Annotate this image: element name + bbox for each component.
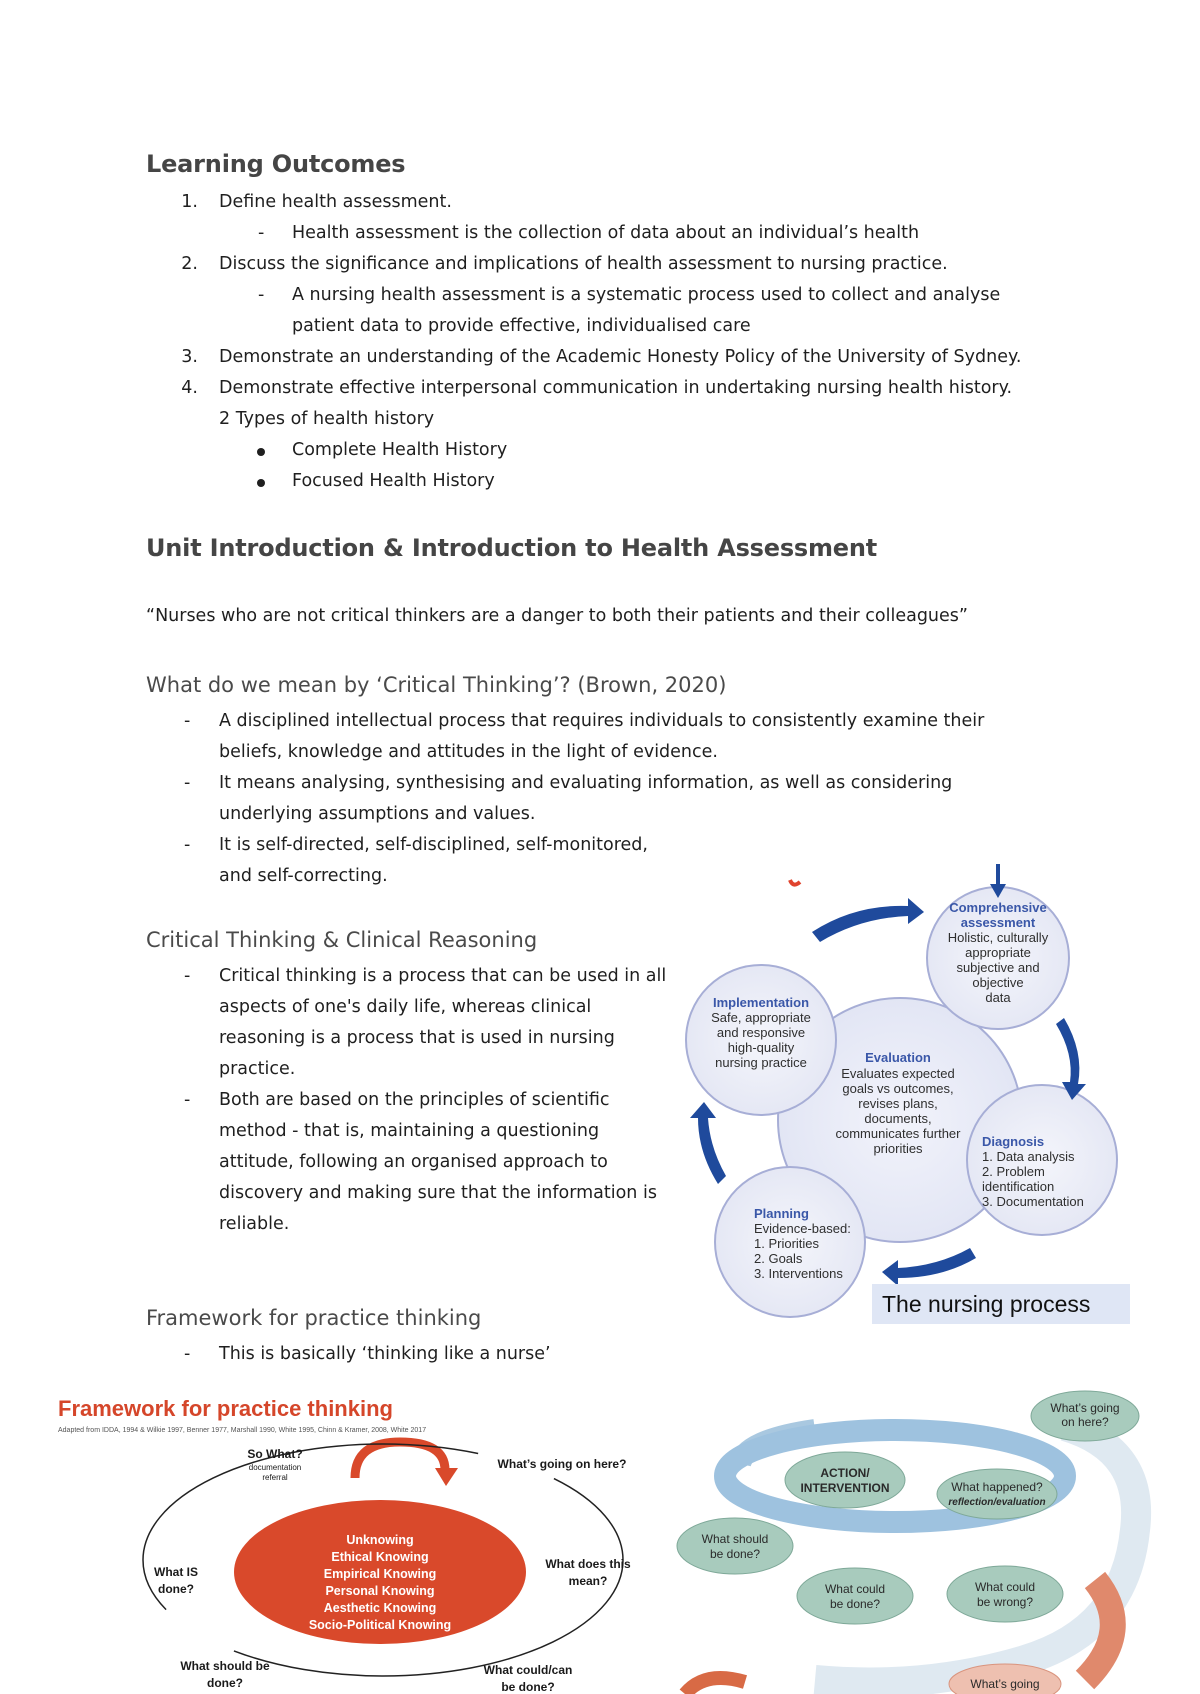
framework-heading: Framework for practice thinking: [146, 1306, 482, 1330]
diagnosis-line: Diagnosis: [982, 1134, 1045, 1149]
knowing-line: Empirical Knowing: [323, 1567, 437, 1581]
cycle-could-wrong-line: What could: [974, 1580, 1036, 1594]
document-page: Learning Outcomes 1. Define health assessment. - Health assessment is the collection of data about an individual’s health 2. Discuss the significance and implications of health assessment to nursing practice. - A nursing health assessment is a systematic process used to collect and analyse patient data to provide effective, individualised care 3. Demonstrate an understanding of the Academic Honesty Policy of the University of Sydney. 4. Demonstrate effective interpersonal communication in undertaking nursing health history. 2 Types of health history Complete Health History Focused Health History Unit Introduction & Introduction to Health Assessment “Nurses who are not critical thinkers are a danger to both their patients and their colleagues” What do we mean by ‘Critical Thinking’? (Brown, 2020) - A disciplined intellectual process that requires individuals to consistently examine their beliefs, knowledge and attitudes in the light of evidence. - It means analysing, synthesising and evaluating information, as well as considering underlying assumptions and values. - It is self-directed, self-disciplined, self-monitored, and self-correcting. Critical Thinking & Clinical Reasoning - Critical thinking is a process that can be used in all aspects of one's daily life, whereas clinical reasoning is a process that is used in nursing practice. - Both are based on the principles of scientific method - that is, maintaining a questioning attitude, following an organised approach to discovery and making sure that the information is reliable. Framework for practice thinking - This is basically ‘thinking like a nurse’ Evaluation Evaluates expected goals vs outcomes, revises plans, documents, communicates further priorities Comprehensive assessment Holistic, culturally appropriate subjective and objective data Implementation Safe, appropriate and responsive high-quality nursing practice Diagnosis 1. Data analysis 2. Problem identification 3. Documentation Planning Evidence-based: 1. Priorities 2. Goals 3. Interventions The nursing process Framework for practice thinking Adapted from IDDA, 1994 & Wilkie 1997, Benner 1977, Marshall 1990, White 1995, Chinn & Kramer, 2008, White 2017 So What? documentation referral What’s going on here? What IS done? What does this mean? What should be done? What could/can be done? Unknowing Ethical Knowing Empirical Knowing Personal Knowing Aesthetic Knowing Socio-Political Knowing What’s going on here? ACTION/ INTERVENTION What happened? reflection/evaluation What should be done? What could be done? What could be wrong? What’s going: [0, 0, 1200, 1694]
diagnosis-line: 3. Documentation: [982, 1194, 1084, 1209]
arrow-left-icon: [882, 1248, 976, 1286]
health-history-types-label: 2 Types of health history: [219, 409, 435, 429]
implementation-line: and responsive: [716, 1025, 806, 1040]
cycle-going-bottom-line: What’s going: [970, 1677, 1040, 1691]
critical-thinking-bullet-2-cont: underlying assumptions and values.: [219, 804, 536, 824]
cropped-red-mark: [790, 880, 800, 885]
clinical-reasoning-bullet-2-line2: method - that is, maintaining a questioning: [219, 1121, 600, 1141]
cycle-could-wrong-line: be wrong?: [976, 1595, 1034, 1609]
cycle-could-done-line: What could: [824, 1582, 886, 1596]
cycle-action-line: INTERVENTION: [800, 1481, 890, 1495]
comprehensive-line: subjective and: [956, 960, 1040, 975]
what-is-line: What IS: [154, 1565, 198, 1579]
evaluation-line: documents,: [864, 1111, 932, 1126]
cycle-action-line: ACTION/: [820, 1466, 870, 1480]
so-what-sub: [249, 1463, 301, 1482]
arrow-up-icon: [690, 1102, 726, 1184]
evaluation-line: Evaluates expected: [841, 1066, 955, 1081]
knowing-line: Unknowing: [346, 1533, 414, 1547]
implementation-line: nursing practice: [715, 1055, 807, 1070]
node-could-done: [797, 1568, 913, 1624]
implementation-text: [711, 995, 811, 1070]
cycle-arrow-left-icon: [685, 1678, 745, 1694]
nursing-process-caption: The nursing process: [882, 1291, 1091, 1317]
planning-line: Evidence-based:: [754, 1221, 851, 1236]
evaluation-title: Evaluation: [865, 1050, 931, 1065]
clinical-reasoning-heading: Critical Thinking & Clinical Reasoning: [146, 928, 538, 952]
clinical-reasoning-bullet-1-line2: aspects of one's daily life, whereas clinical: [219, 997, 592, 1017]
does-mean-line: What does this: [545, 1557, 631, 1571]
diagnosis-line: 2. Problem: [982, 1164, 1045, 1179]
what-could-can-label: [484, 1663, 573, 1694]
cycle-should-done-line: What should: [701, 1532, 769, 1546]
implementation-line: Safe, appropriate: [711, 1010, 811, 1025]
bullet-dot-icon: [257, 448, 265, 456]
clinical-reasoning-bullet-2-line5: reliable.: [219, 1214, 290, 1234]
knowing-line: Ethical Knowing: [331, 1550, 429, 1564]
could-can-line: be done?: [501, 1680, 555, 1694]
so-what-label: So What?: [247, 1447, 303, 1461]
planning-line: 1. Priorities: [754, 1236, 820, 1251]
so-what-sub-line: documentation: [248, 1463, 302, 1472]
whats-going-on-label: What’s going on here?: [497, 1457, 627, 1471]
evaluation-line: communicates further: [835, 1126, 961, 1141]
bullet-dot-icon: [257, 479, 265, 487]
implementation-line: Implementation: [712, 995, 810, 1010]
does-mean-line: mean?: [568, 1574, 608, 1588]
cycle-going-on-top-line: on here?: [1061, 1415, 1109, 1429]
nursing-process-figure: [680, 862, 1140, 1328]
what-should-be-done-label: [180, 1659, 270, 1690]
clinical-reasoning-bullet-1-line3: reasoning is a process that is used in nursing: [219, 1028, 615, 1048]
knowing-line: Socio-Political Knowing: [308, 1618, 452, 1632]
unit-intro-heading: Unit Introduction & Introduction to Health Assessment: [146, 534, 878, 562]
comprehensive-title-line: Comprehensive: [949, 900, 1047, 915]
diagnosis-line: 1. Data analysis: [982, 1149, 1075, 1164]
cycle-happened-line: What happened?: [951, 1480, 1043, 1494]
evaluation-line: revises plans,: [858, 1096, 938, 1111]
learning-outcomes-heading: Learning Outcomes: [146, 150, 406, 178]
critical-thinkers-quote: “Nurses who are not critical thinkers are a danger to both their patients and their colleagues”: [146, 606, 968, 626]
clinical-reasoning-bullet-2-line3: attitude, following an organised approach to: [219, 1152, 608, 1172]
node-action: [785, 1452, 905, 1508]
comprehensive-title: [949, 900, 1047, 930]
comprehensive-title-line: assessment: [960, 915, 1036, 930]
comprehensive-line: Holistic, culturally: [947, 930, 1049, 945]
critical-thinking-heading: What do we mean by ‘Critical Thinking’? (Brown, 2020): [146, 673, 727, 697]
critical-thinking-bullet-3-cont: and self-correcting.: [219, 866, 388, 886]
node-could-wrong: [947, 1566, 1063, 1622]
so-what-sub-line: referral: [262, 1473, 288, 1482]
evaluation-line: priorities: [873, 1141, 923, 1156]
should-be-line: done?: [207, 1676, 243, 1690]
planning-line: Planning: [754, 1206, 809, 1221]
so-what-arrow-icon: [355, 1442, 445, 1478]
implementation-line: high-quality: [727, 1040, 795, 1055]
critical-thinking-bullet-1-cont: beliefs, knowledge and attitudes in the light of evidence.: [219, 742, 718, 762]
cycle-could-done-line: be done?: [829, 1597, 881, 1611]
thinking-cycle-figure: [665, 1390, 1195, 1694]
clinical-reasoning-bullet-2-line4: discovery and making sure that the information is: [219, 1183, 657, 1203]
node-happened: [937, 1469, 1057, 1519]
could-can-line: What could/can: [483, 1663, 573, 1677]
arrowhead-icon: [435, 1468, 458, 1486]
what-is-line: done?: [158, 1582, 194, 1596]
planning-line: 3. Interventions: [754, 1266, 843, 1281]
knowing-line: Personal Knowing: [325, 1584, 435, 1598]
should-be-line: What should be: [180, 1659, 270, 1673]
comprehensive-line: objective: [972, 975, 1024, 990]
evaluation-line: goals vs outcomes,: [842, 1081, 954, 1096]
knowing-line: Aesthetic Knowing: [323, 1601, 437, 1615]
framework-figure-citation: Adapted from IDDA, 1994 & Wilkie 1997, Benner 1977, Marshall 1990, White 1995, Chinn & Kramer, 2008, White 2017: [58, 1427, 427, 1434]
what-is-done-label: [154, 1565, 198, 1596]
cycle-should-done-line: be done?: [709, 1547, 761, 1561]
comprehensive-line: data: [985, 990, 1011, 1005]
cycle-going-on-top-line: What’s going: [1050, 1401, 1120, 1415]
clinical-reasoning-bullet-1-line4: practice.: [219, 1059, 296, 1079]
arrow-right-icon: [812, 898, 924, 942]
planning-line: 2. Goals: [754, 1251, 803, 1266]
framework-figure: [50, 1390, 660, 1694]
comprehensive-line: appropriate: [965, 945, 1031, 960]
framework-figure-title: Framework for practice thinking: [58, 1396, 393, 1421]
cycle-happened-line: reflection/evaluation: [948, 1497, 1046, 1508]
node-should-done: [677, 1518, 793, 1574]
diagnosis-line: identification: [982, 1179, 1055, 1194]
